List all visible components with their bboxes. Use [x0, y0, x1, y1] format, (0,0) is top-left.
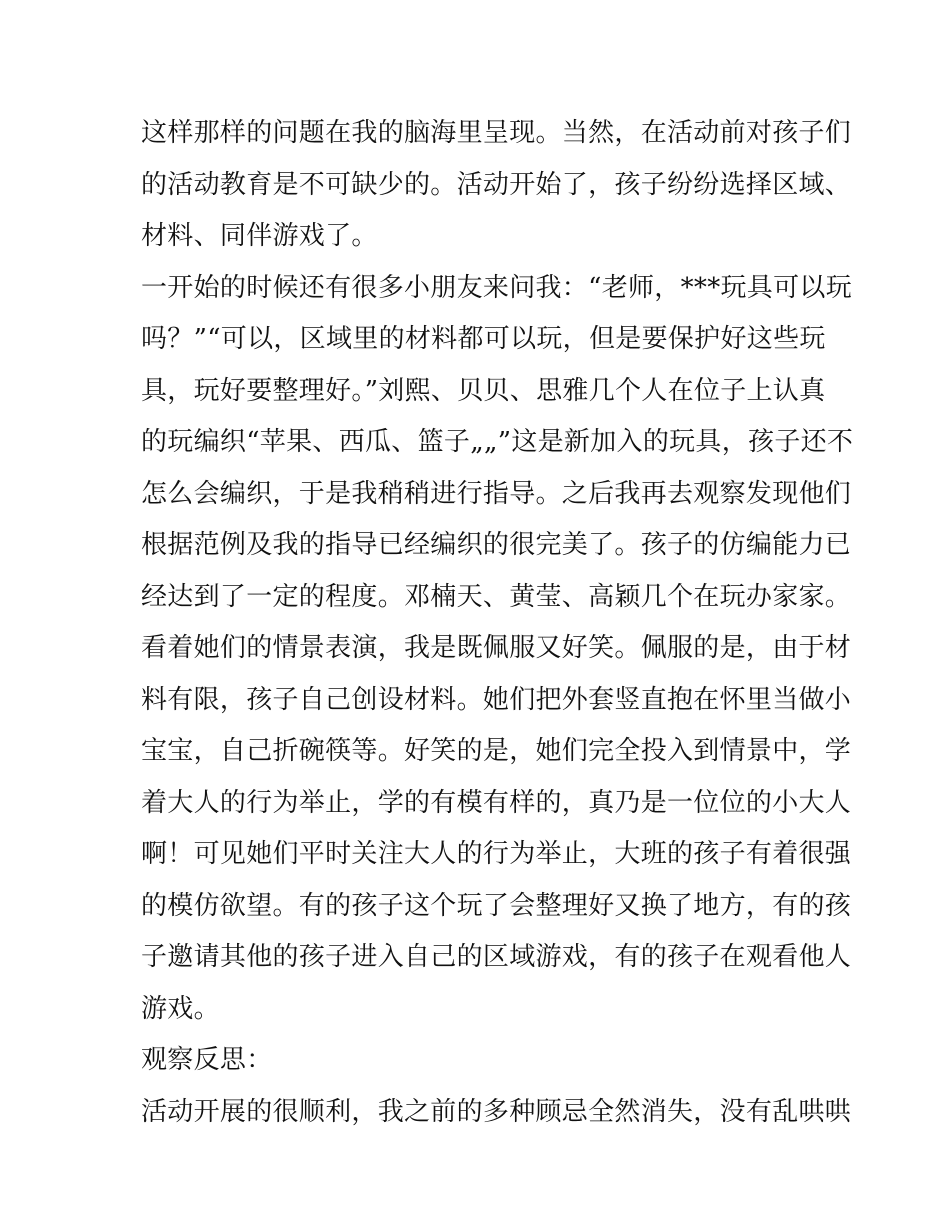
text-line: 宝宝，自己折碗筷等。好笑的是，她们完全投入到情景中，学 [141, 736, 852, 766]
text-line: 材料、同伴游戏了。 [141, 221, 378, 251]
text-line: 啊！可见她们平时关注大人的行为举止，大班的孩子有着很强 [141, 839, 852, 869]
text-line: 经达到了一定的程度。邓楠天、黄莹、高颖几个在玩办家家。 [141, 581, 852, 612]
document-body-text [141, 108, 854, 1138]
text-line: 看着她们的情景表演，我是既佩服又好笑。佩服的是，由于材 [141, 633, 852, 663]
text-line: 的模仿欲望。有的孩子这个玩了会整理好又换了地方，有的孩 [141, 890, 852, 921]
text-line: 这样那样的问题在我的脑海里呈现。当然，在活动前对孩子们 [141, 118, 852, 148]
text-line: 的玩编织“苹果、西瓜、篮子„„”这是新加入的玩具，孩子还不 [141, 427, 854, 457]
text-line: 具，玩好要整理好。”刘熙、贝贝、思雅几个人在位子上认真 [141, 375, 826, 406]
text-line: 子邀请其他的孩子进入自己的区域游戏，有的孩子在观看他人 [141, 942, 852, 972]
text-line: 一开始的时候还有很多小朋友来问我：“老师，***玩具可以玩 [141, 272, 852, 303]
text-line: 怎么会编织，于是我稍稍进行指导。之后我再去观察发现他们 [141, 478, 852, 509]
text-line: 的活动教育是不可缺少的。活动开始了，孩子纷纷选择区域、 [141, 169, 852, 200]
text-line: 活动开展的很顺利，我之前的多种顾忌全然消失，没有乱哄哄 [141, 1096, 852, 1127]
text-line: 吗？”“可以，区域里的材料都可以玩，但是要保护好这些玩 [141, 324, 826, 354]
text-line: 料有限，孩子自己创设材料。她们把外套竖直抱在怀里当做小 [141, 684, 852, 715]
text-line: 着大人的行为举止，学的有模有样的，真乃是一位位的小大人 [141, 787, 852, 818]
text-line: 根据范例及我的指导已经编织的很完美了。孩子的仿编能力已 [141, 530, 852, 560]
section-heading: 观察反思： [141, 1045, 273, 1075]
text-line: 游戏。 [141, 993, 220, 1024]
